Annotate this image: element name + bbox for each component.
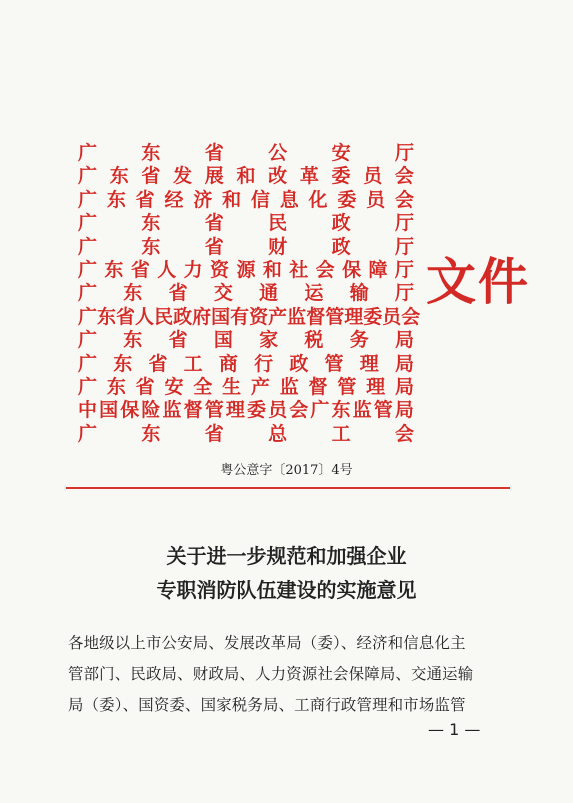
agency-char: 行 (254, 352, 274, 375)
agency-char: 理 (225, 399, 245, 422)
agency-char: 厅 (394, 212, 414, 235)
body-text-line-2: 管部门、民政局、财政局、人力资源社会保障局、交通运输 (68, 665, 474, 683)
document-label: 文件 (426, 252, 530, 311)
agency-name-9 (78, 329, 414, 352)
agency-char: 监 (162, 399, 182, 422)
document-number: 粤公意字〔2017〕4号 (220, 463, 353, 478)
agency-name-10 (78, 353, 414, 376)
agency-char: 东 (141, 142, 161, 164)
agency-char: 厅 (394, 258, 414, 281)
agency-char: 督 (308, 375, 328, 398)
agency-char: 广 (78, 165, 98, 188)
agency-name-7 (78, 282, 414, 305)
agency-char: 广 (78, 305, 98, 328)
agency-char: 工 (331, 422, 351, 445)
agency-char: 局 (394, 329, 414, 352)
agency-char: 省 (130, 258, 150, 281)
agency-char: 省 (148, 352, 168, 375)
agency-char: 理 (359, 352, 379, 375)
agency-char: 国 (211, 305, 231, 328)
agency-name-5 (78, 236, 414, 259)
agency-char: 东 (141, 235, 161, 258)
agency-char: 税 (304, 329, 324, 352)
agency-char: 有 (230, 305, 250, 328)
agency-char: 管 (373, 399, 393, 422)
agency-char: 理 (344, 305, 364, 328)
agency-name-11 (78, 376, 414, 399)
agency-char: 广 (78, 142, 98, 164)
agency-char: 中 (78, 399, 98, 422)
agency-name-4 (78, 212, 414, 235)
agency-char: 管 (324, 352, 344, 375)
agency-char: 局 (394, 399, 414, 422)
agency-char: 省 (204, 142, 224, 164)
agency-char: 广 (78, 235, 98, 258)
agency-char: 东 (141, 212, 161, 235)
agency-char: 省 (116, 305, 136, 328)
agency-char: 国 (213, 329, 233, 352)
agency-name-6 (78, 259, 414, 282)
document-title-line-2: 专职消防队伍建设的实施意见 (156, 578, 417, 602)
agency-char: 广 (78, 329, 98, 352)
agency-char: 资 (210, 258, 230, 281)
agency-char: 会 (401, 305, 421, 328)
agency-char: 安 (164, 375, 184, 398)
agency-char: 东 (331, 399, 351, 422)
agency-char: 省 (135, 188, 155, 211)
agency-char: 保 (120, 399, 140, 422)
agency-char: 全 (193, 375, 213, 398)
agency-char: 国 (99, 399, 119, 422)
agency-char: 监 (352, 399, 372, 422)
agency-char: 家 (259, 329, 279, 352)
agency-char: 济 (193, 188, 213, 211)
agency-char: 公 (268, 142, 288, 164)
agency-char: 会 (394, 165, 414, 188)
agency-char: 务 (349, 329, 369, 352)
agency-char: 厅 (394, 282, 414, 305)
agency-char: 省 (141, 165, 161, 188)
agency-char: 管 (337, 375, 357, 398)
agency-char: 经 (164, 188, 184, 211)
agency-char: 广 (78, 258, 98, 281)
agency-char: 省 (168, 282, 188, 305)
agency-char: 东 (106, 375, 126, 398)
agency-char: 障 (368, 258, 388, 281)
agency-name-13 (78, 423, 414, 446)
agency-char: 东 (109, 165, 129, 188)
agency-char: 督 (183, 399, 203, 422)
agency-char: 理 (366, 375, 386, 398)
agency-char: 总 (268, 422, 288, 445)
agency-char: 安 (331, 142, 351, 164)
agency-char: 会 (289, 399, 309, 422)
agency-char: 东 (113, 352, 133, 375)
agency-name-3 (78, 189, 414, 212)
agency-char: 府 (192, 305, 212, 328)
agency-char: 员 (268, 399, 288, 422)
agency-char: 厅 (394, 235, 414, 258)
agency-char: 社 (289, 258, 309, 281)
agency-char: 省 (204, 212, 224, 235)
document-title-line-1: 关于进一步规范和加强企业 (166, 544, 407, 568)
agency-char: 东 (141, 422, 161, 445)
body-text-line-1: 各地级以上市公安局、发展改革局（委）、经济和信息化主 (68, 634, 466, 652)
agency-char: 东 (123, 329, 143, 352)
agency-char: 员 (366, 188, 386, 211)
agency-char: 管 (325, 305, 345, 328)
agency-char: 政 (331, 235, 351, 258)
agency-char: 资 (249, 305, 269, 328)
agency-char: 信 (250, 188, 270, 211)
agency-char: 会 (315, 258, 335, 281)
agency-char: 东 (123, 282, 143, 305)
agency-char: 政 (331, 212, 351, 235)
agency-char: 人 (135, 305, 155, 328)
agency-char: 和 (236, 165, 256, 188)
agency-name-1 (78, 142, 414, 165)
agency-char: 东 (106, 188, 126, 211)
issuing-agencies (78, 142, 421, 446)
agency-char: 交 (213, 282, 233, 305)
agency-char: 督 (306, 305, 326, 328)
agency-char: 广 (78, 282, 98, 305)
agency-char: 省 (204, 235, 224, 258)
agency-char: 东 (97, 305, 117, 328)
agency-char: 省 (135, 375, 155, 398)
agency-char: 省 (168, 329, 188, 352)
agency-char: 东 (104, 258, 124, 281)
agency-char: 员 (382, 305, 402, 328)
agency-name-8 (78, 305, 421, 329)
agency-char: 员 (363, 165, 383, 188)
agency-char: 政 (289, 352, 309, 375)
agency-char: 源 (236, 258, 256, 281)
agency-char: 委 (247, 399, 267, 422)
agency-char: 广 (78, 188, 98, 211)
agency-char: 广 (78, 212, 98, 235)
agency-char: 厅 (394, 142, 414, 164)
agency-char: 民 (154, 305, 174, 328)
agency-char: 监 (287, 305, 307, 328)
agency-char: 工 (183, 352, 203, 375)
agency-char: 产 (250, 375, 270, 398)
agency-char: 化 (308, 188, 328, 211)
agency-char: 委 (363, 305, 383, 328)
agency-char: 广 (78, 352, 98, 375)
red-divider-line (66, 487, 510, 489)
agency-char: 监 (279, 375, 299, 398)
agency-char: 展 (204, 165, 224, 188)
agency-char: 管 (204, 399, 224, 422)
agency-char: 革 (299, 165, 319, 188)
agency-char: 广 (310, 399, 330, 422)
agency-char: 广 (78, 375, 98, 398)
agency-char: 发 (173, 165, 193, 188)
agency-char: 商 (218, 352, 238, 375)
agency-name-2 (78, 165, 414, 188)
agency-char: 省 (204, 422, 224, 445)
agency-char: 人 (157, 258, 177, 281)
agency-char: 运 (304, 282, 324, 305)
agency-char: 改 (268, 165, 288, 188)
agency-char: 通 (259, 282, 279, 305)
agency-name-12 (78, 399, 414, 422)
agency-char: 生 (222, 375, 242, 398)
agency-char: 财 (268, 235, 288, 258)
agency-char: 局 (394, 352, 414, 375)
agency-char: 局 (394, 375, 414, 398)
agency-char: 民 (268, 212, 288, 235)
agency-char: 会 (394, 422, 414, 445)
agency-char: 广 (78, 422, 98, 445)
agency-char: 和 (222, 188, 242, 211)
agency-char: 产 (268, 305, 288, 328)
agency-char: 会 (394, 188, 414, 211)
page-number: — 1 — (428, 720, 481, 739)
agency-char: 输 (349, 282, 369, 305)
agency-char: 保 (342, 258, 362, 281)
agency-char: 政 (173, 305, 193, 328)
agency-char: 息 (279, 188, 299, 211)
agency-char: 委 (331, 165, 351, 188)
agency-char: 委 (337, 188, 357, 211)
agency-char: 险 (141, 399, 161, 422)
agency-char: 和 (262, 258, 282, 281)
agency-char: 力 (183, 258, 203, 281)
body-text-line-3: 局（委）、国资委、国家税务局、工商行政管理和市场监管 (68, 696, 466, 714)
